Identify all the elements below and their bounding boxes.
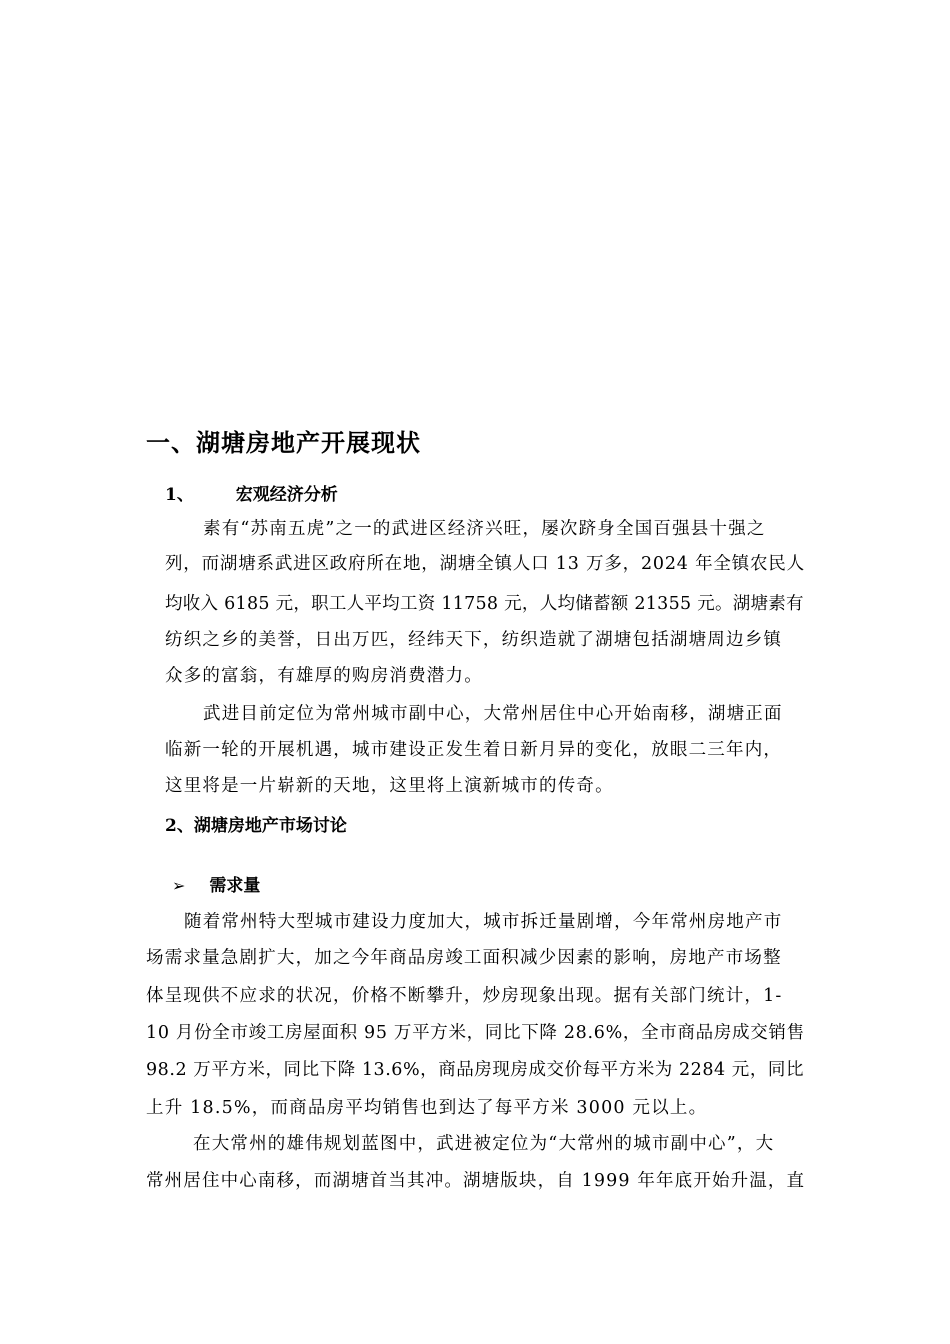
paragraph-line: 场需求量急剧扩大，加之今年商品房竣工面积减少因素的影响，房地产市场整	[146, 948, 782, 968]
paragraph-line: 武进目前定位为常州城市副中心，大常州居住中心开始南移，湖塘正面	[203, 704, 783, 724]
bullet-title: 需求量	[209, 876, 261, 896]
arrow-bullet-icon: ➢	[172, 876, 186, 895]
paragraph-line: 列，而湖塘系武进区政府所在地，湖塘全镇人口 13 万多，2024 年全镇农民人	[165, 554, 805, 574]
paragraph-line: 上升 18.5%，而商品房平均销售也到达了每平方米 3000 元以上。	[146, 1098, 708, 1118]
paragraph-line: 常州居住中心南移，而湖塘首当其冲。湖塘版块，自 1999 年年底开始升温，直	[146, 1171, 806, 1191]
paragraph-line: 素有“苏南五虎”之一的武进区经济兴旺，屡次跻身全国百强县十强之	[203, 519, 766, 539]
paragraph-line: 纺织之乡的美誉，日出万匹，经纬天下，纺织造就了湖塘包括湖塘周边乡镇	[165, 630, 783, 650]
subsection-number: 1、	[165, 485, 194, 505]
paragraph-line: 体呈现供不应求的状况，价格不断攀升，炒房现象出现。据有关部门统计，1-	[146, 986, 783, 1006]
section-heading: 一、湖塘房地产开展现状	[146, 428, 421, 457]
paragraph-line: 98.2 万平方米，同比下降 13.6%，商品房现房成交价每平方米为 2284 元，同比	[146, 1060, 804, 1080]
paragraph-line: 这里将是一片崭新的天地，这里将上演新城市的传奇。	[165, 776, 614, 796]
bullet-heading	[172, 871, 260, 896]
paragraph-line: 10 月份全市竣工房屋面积 95 万平方米，同比下降 28.6%，全市商品房成交销售	[146, 1023, 805, 1043]
paragraph-line: 均收入 6185 元，职工人平均工资 11758 元，人均储蓄额 21355 元。湖塘素有	[165, 594, 804, 614]
subsection-heading-1	[165, 480, 338, 505]
paragraph-line: 众多的富翁，有雄厚的购房消费潜力。	[165, 666, 483, 686]
paragraph-line: 随着常州特大型城市建设力度加大，城市拆迁量剧增，今年常州房地产市	[184, 912, 783, 932]
subsection-title: 宏观经济分析	[235, 485, 338, 505]
subsection-heading-2: 2、湖塘房地产市场讨论	[165, 816, 347, 836]
paragraph-line: 在大常州的雄伟规划蓝图中，武进被定位为“大常州的城市副中心”，大	[193, 1134, 775, 1154]
paragraph-line: 临新一轮的开展机遇，城市建设正发生着日新月异的变化，放眼二三年内，	[165, 740, 783, 760]
